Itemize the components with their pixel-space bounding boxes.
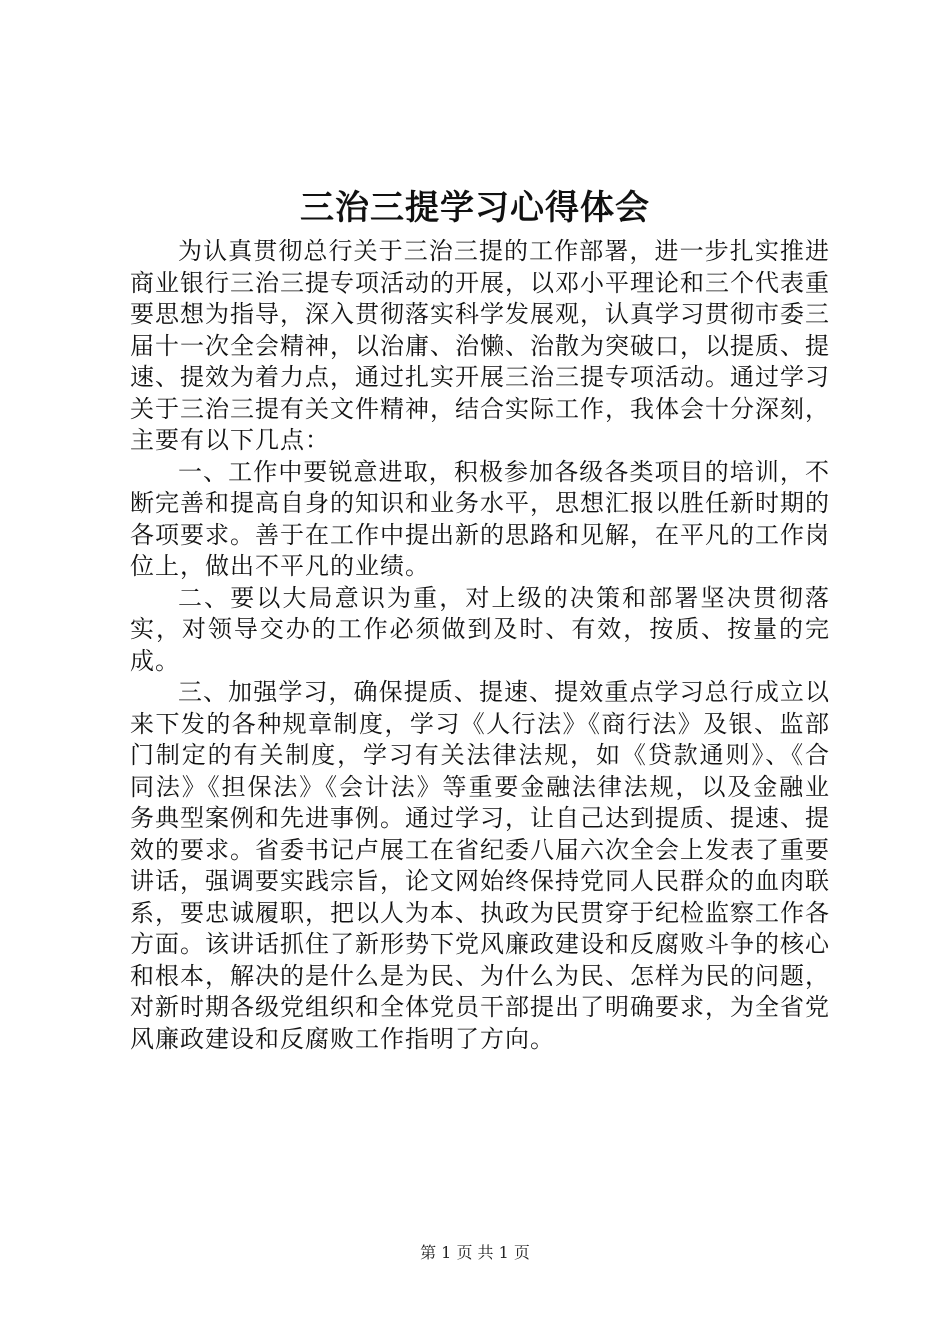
page-footer: 第 1 页 共 1 页 [420, 1243, 530, 1262]
paragraph-point-1: 一、工作中要锐意进取，积极参加各级各类项目的培训，不断完善和提高自身的知识和业务水平，思想汇报以胜任新时期的各项要求。善于在工作中提出新的思路和见解，在平凡的工作岗位上，做出不平凡的业绩。 [130, 457, 830, 580]
document-title: 三治三提学习心得体会 [300, 188, 650, 228]
paragraph-point-2: 二、要以大局意识为重，对上级的决策和部署坚决贯彻落实，对领导交办的工作必须做到及时、有效，按质、按量的完成。 [130, 583, 830, 675]
paragraph-intro: 为认真贯彻总行关于三治三提的工作部署，进一步扎实推进商业银行三治三提专项活动的开展，以邓小平理论和三个代表重要思想为指导，深入贯彻落实科学发展观，认真学习贯彻市委三届十一次全会精神，以治庸、治懒、治散为突破口，以提质、提速、提效为着力点，通过扎实开展三治三提专项活动。通过学习关于三治三提有关文件精神，结合实际工作，我体会十分深刻，主要有以下几点： [130, 237, 830, 454]
document-body [130, 236, 830, 1055]
paragraph-point-3: 三、加强学习，确保提质、提速、提效重点学习总行成立以来下发的各种规章制度，学习《人行法》《商行法》及银、监部门制定的有关制度，学习有关法律法规，如《贷款通则》、《合同法》《担保法》《会计法》等重要金融法律法规，以及金融业务典型案例和先进事例。通过学习，让自己达到提质、提速、提效的要求。省委书记卢展工在省纪委八届六次全会上发表了重要讲话，强调要实践宗旨，论文网始终保持党同人民群众的血肉联系，要忠诚履职，把以人为本、执政为民贯穿于纪检监察工作各方面。该讲话抓住了新形势下党风廉政建设和反腐败斗争的核心和根本，解决的是什么是为民、为什么为民、怎样为民的问题，对新时期各级党组织和全体党员干部提出了明确要求，为全省党风廉政建设和反腐败工作指明了方向。 [130, 678, 830, 1053]
